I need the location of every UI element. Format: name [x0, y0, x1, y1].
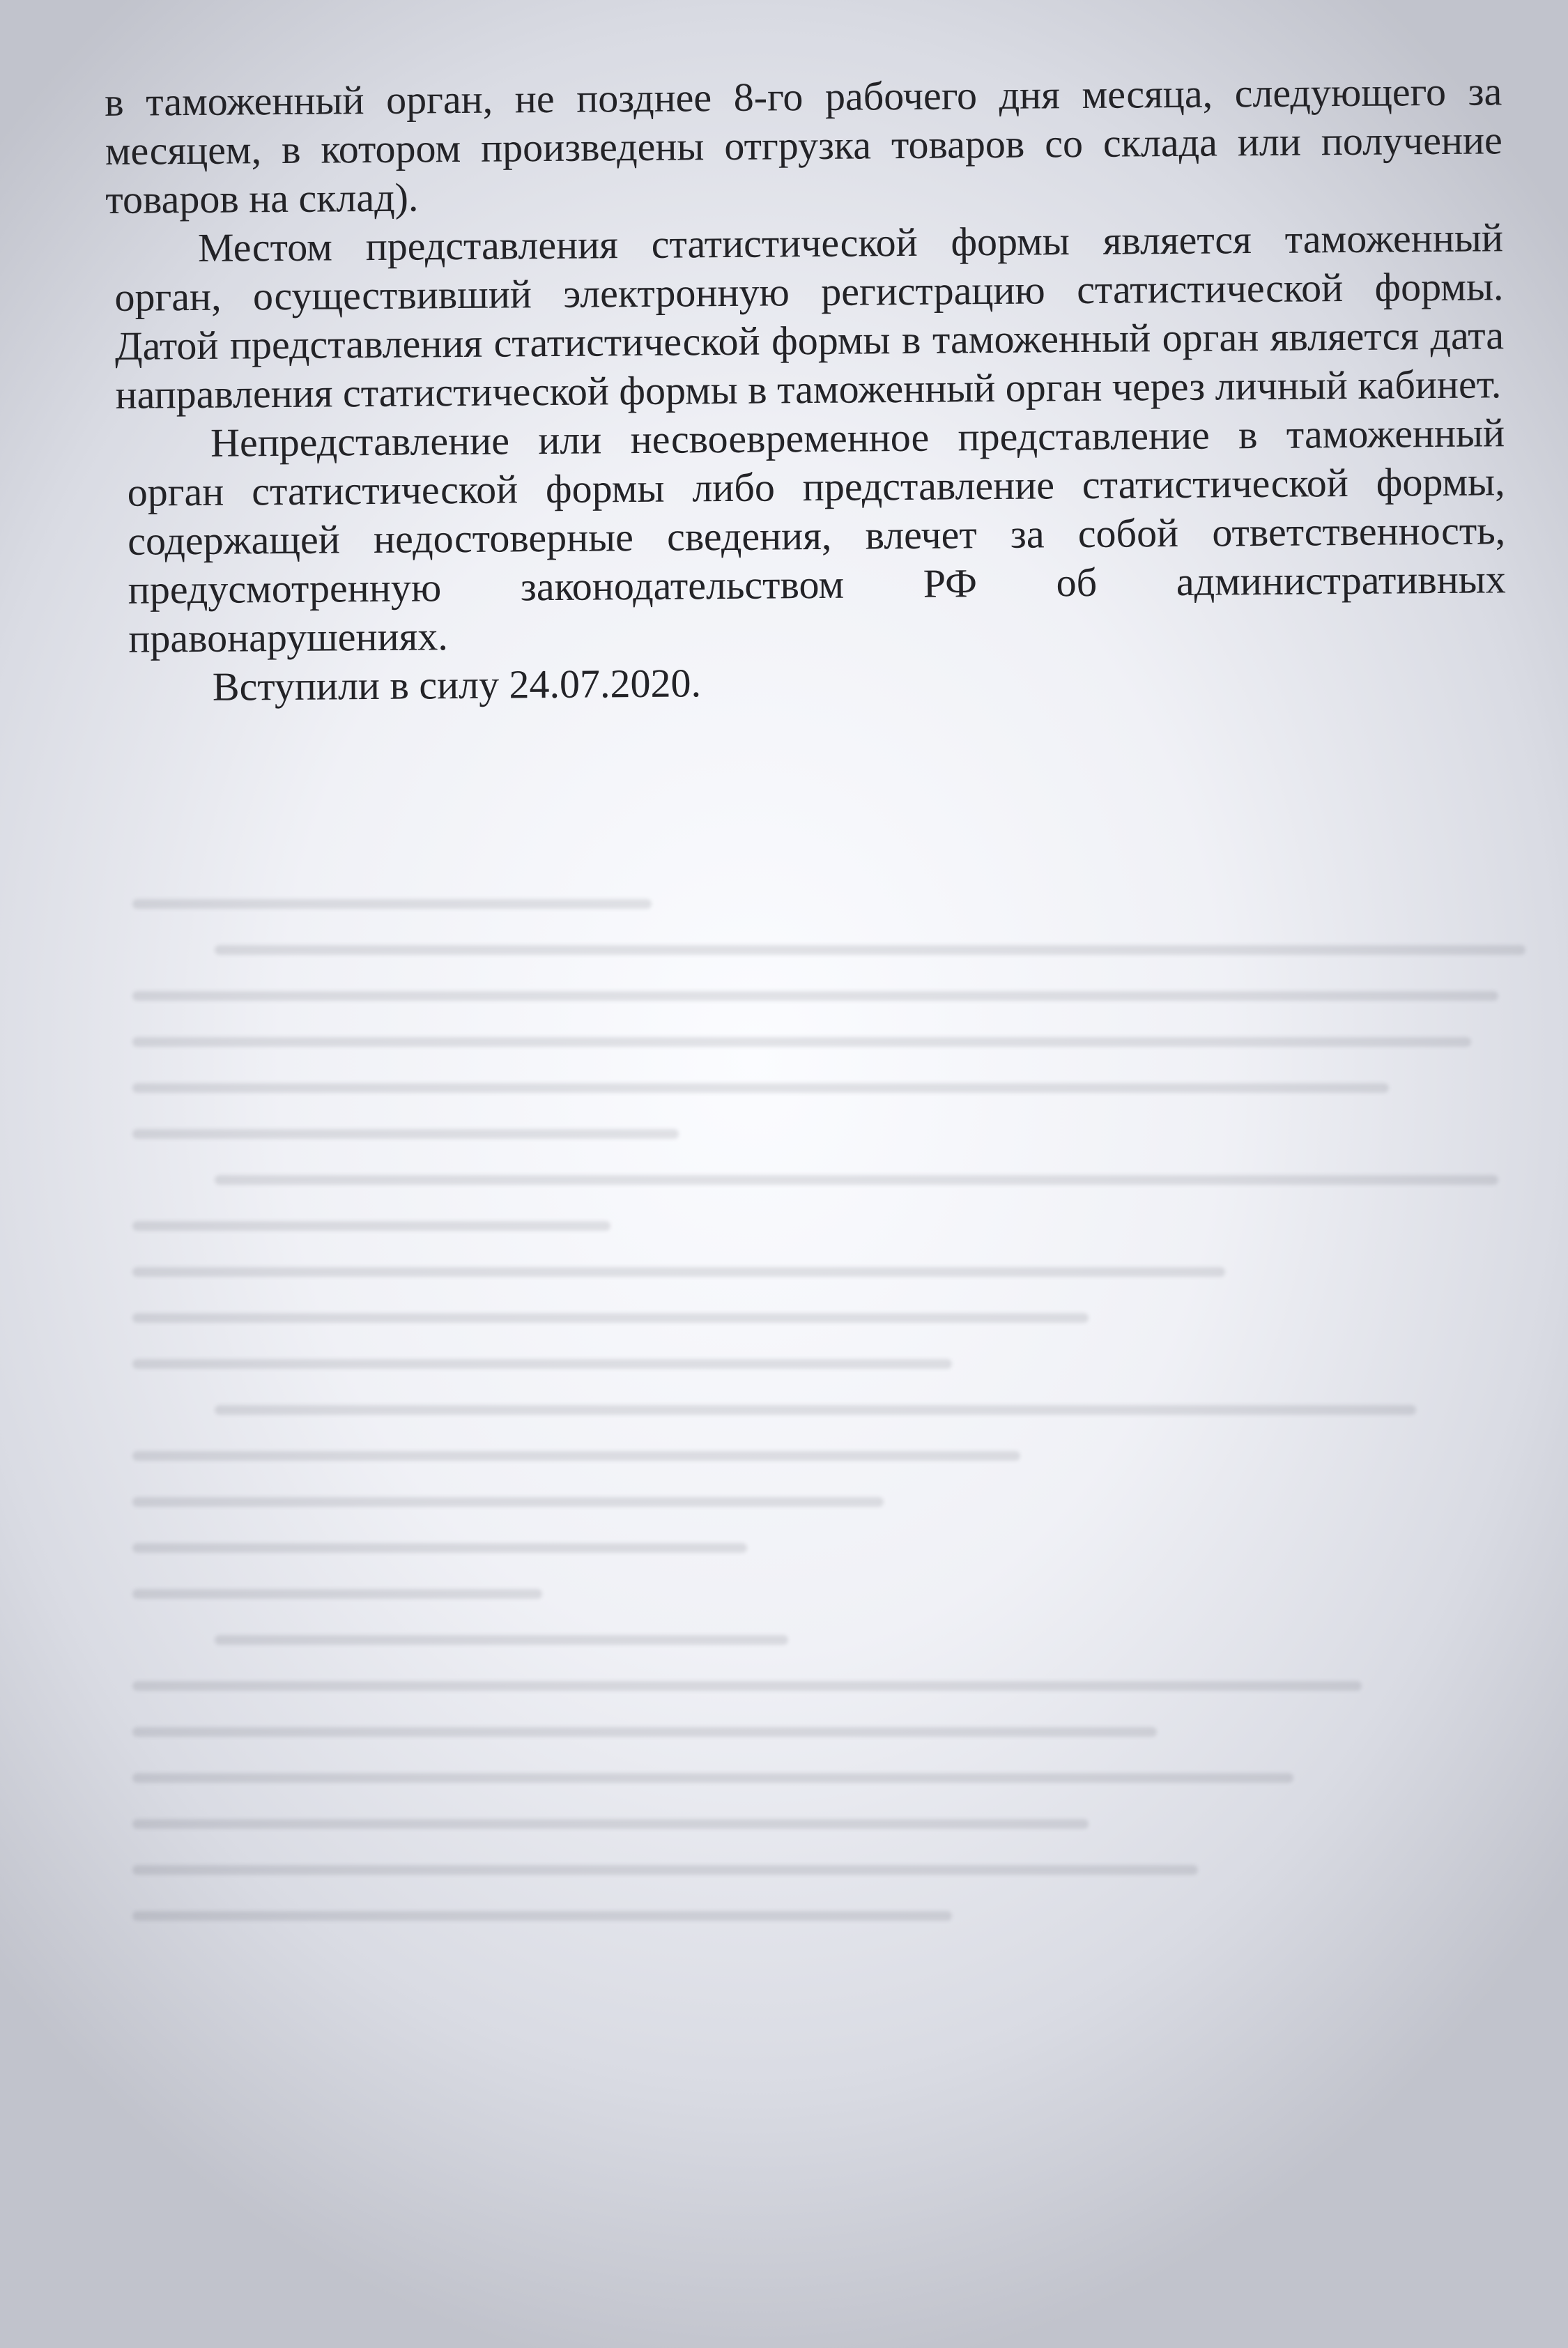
show-through-line — [132, 1267, 1225, 1277]
show-through-line — [132, 1773, 1293, 1783]
show-through-line — [132, 1313, 1089, 1323]
show-through-line — [132, 1083, 1389, 1093]
show-through-line — [215, 1405, 1417, 1415]
show-through-line — [132, 1681, 1362, 1691]
show-through-line — [132, 899, 652, 909]
paragraph-liability: Непредставление или несвоевременное представление в таможенный орган статистической формы либо представление статистической формы, содержащей недостоверные сведения, влечет за собой ответственность, предусмотренную законодательством РФ об административных правонарушениях. — [127, 410, 1506, 661]
paragraph-effective-date: Вступили в силу 24.07.2020. — [212, 660, 702, 709]
reverse-side-show-through — [132, 899, 1498, 2223]
show-through-line — [132, 1359, 952, 1369]
show-through-line — [132, 1911, 952, 1921]
document-body — [105, 67, 1507, 712]
show-through-line — [132, 1727, 1157, 1737]
paragraph-continued: в таможенный орган, не позднее 8-го рабочего дня месяца, следующего за месяцем, в котором произведены отгрузка товаров со склада или получение товаров на склад). — [105, 68, 1503, 222]
show-through-line — [132, 1543, 747, 1553]
show-through-line — [132, 1865, 1198, 1875]
show-through-line — [132, 1037, 1471, 1047]
show-through-line — [132, 991, 1498, 1001]
show-through-line — [132, 1589, 542, 1599]
show-through-line — [215, 1635, 788, 1645]
show-through-line — [132, 1451, 1020, 1461]
show-through-line — [132, 1129, 679, 1139]
show-through-line — [215, 1175, 1498, 1185]
show-through-line — [132, 1819, 1089, 1829]
paragraph-place-of-submission: Местом представления статистической формы является таможенный орган, осуществивший электронную регистрацию статистической формы. Датой представления статистической формы в таможенный орган является дата направления статистической формы в таможенный орган через личный кабинет. — [114, 215, 1505, 417]
show-through-line — [132, 1221, 610, 1231]
show-through-line — [215, 945, 1526, 955]
show-through-line — [132, 1497, 884, 1507]
